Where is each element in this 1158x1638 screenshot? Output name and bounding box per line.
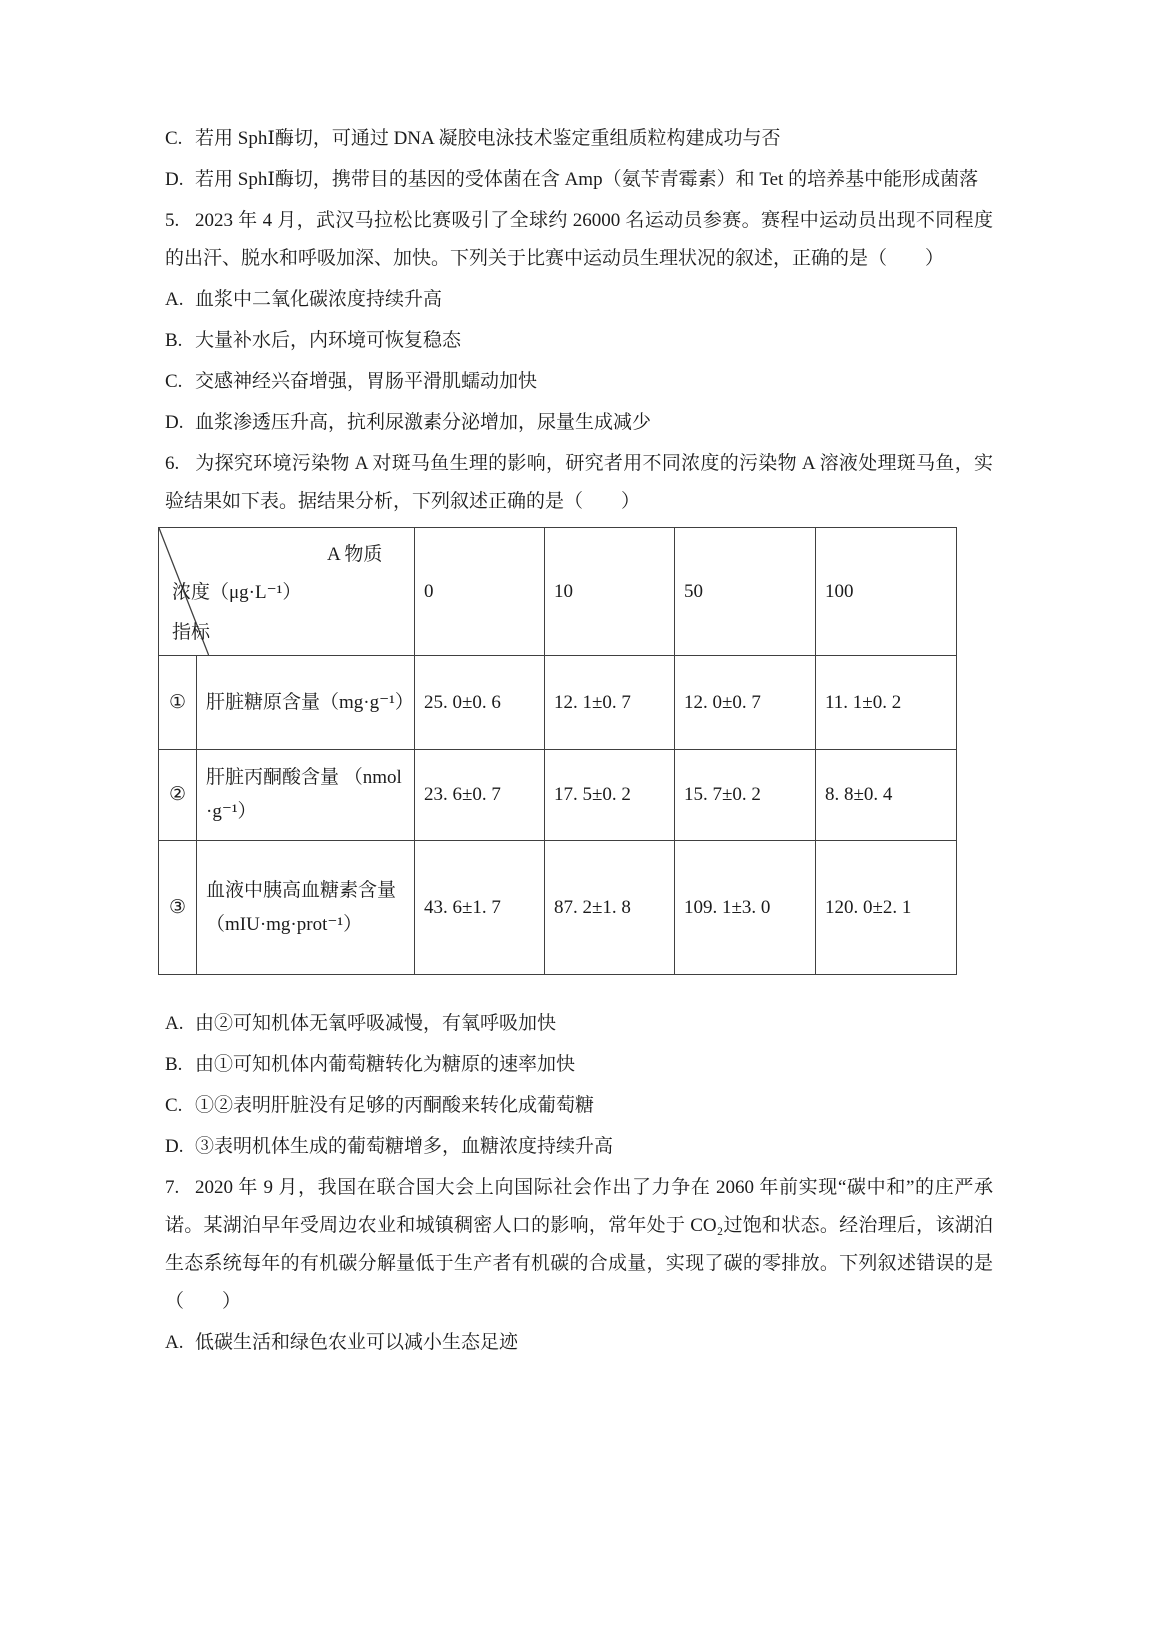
option-label: D. [165,412,184,433]
value-cell: 43. 6±1. 7 [415,841,545,975]
q4-option-c [165,120,993,158]
indicator-name: 肝脏丙酮酸含量 （nmol·g⁻¹） [197,750,415,841]
option-label: C. [165,128,183,149]
option-label: B. [165,1054,183,1075]
corner-concentration-label: 浓度（μg·L⁻¹） [172,582,302,603]
value-cell: 15. 7±0. 2 [675,750,816,841]
q6-option-c [165,1087,993,1125]
question-number: 6. [165,453,180,474]
option-text: 若用 SphⅠ酶切，可通过 DNA 凝胶电泳技术鉴定重组质粒构建成功与否 [195,128,781,149]
value-cell: 17. 5±0. 2 [545,750,675,841]
q6-option-b [165,1046,993,1084]
concentration-header-100: 100 [816,528,957,656]
concentration-header-0: 0 [415,528,545,656]
corner-indicator-label: 指标 [172,622,211,643]
value-cell: 87. 2±1. 8 [545,841,675,975]
question-text: 2023 年 4 月，武汉马拉松比赛吸引了全球约 26000 名运动员参赛。赛程中运动员出现不同程度的出汗、脱水和呼吸加深、加快。下列关于比赛中运动员生理状况的叙述，正确的是（ ） [165,210,993,269]
row-number: ② [159,750,197,841]
question-5-stem [165,202,993,278]
question-number: 5. [165,210,180,231]
row-number: ③ [159,841,197,975]
q5-option-c [165,363,993,401]
q4-option-d [165,161,993,199]
question-number: 7. [165,1177,180,1198]
option-label: B. [165,330,183,351]
q5-option-b [165,322,993,360]
value-cell: 25. 0±0. 6 [415,656,545,750]
option-text: 交感神经兴奋增强，胃肠平滑肌蠕动加快 [195,371,538,392]
pollution-experiment-table [158,527,957,975]
table-header-row [159,528,957,656]
page-content [165,120,993,1365]
concentration-header-50: 50 [675,528,816,656]
question-text: 为探究环境污染物 A 对斑马鱼生理的影响，研究者用不同浓度的污染物 A 溶液处理斑马鱼，实验结果如下表。据结果分析，下列叙述正确的是（ ） [165,453,993,512]
option-text: 若用 SphⅠ酶切，携带目的基因的受体菌在含 Amp（氨苄青霉素）和 Tet 的培养基中能形成菌落 [195,169,979,190]
option-label: D. [165,1136,184,1157]
value-cell: 11. 1±0. 2 [816,656,957,750]
option-label: C. [165,371,183,392]
table-corner-cell [159,528,415,656]
option-text: 由②可知机体无氧呼吸减慢，有氧呼吸加快 [195,1013,557,1034]
question-text: 2020 年 9 月，我国在联合国大会上向国际社会作出了力争在 2060 年前实现“碳中和”的庄严承诺。某湖泊早年受周边农业和城镇稠密人口的影响，常年处于 CO₂过饱和状态。经治理后，该湖泊生态系统每年的有机碳分解量低于生产者有机碳的合成量，实现了碳的零排放。下列叙述错误的是（ ） [165,1177,993,1312]
option-text: 大量补水后，内环境可恢复稳态 [195,330,462,351]
value-cell: 8. 8±0. 4 [816,750,957,841]
value-cell: 12. 1±0. 7 [545,656,675,750]
option-label: A. [165,1013,184,1034]
q7-option-a [165,1324,993,1362]
q6-option-d [165,1128,993,1166]
q5-option-d [165,404,993,442]
option-label: A. [165,1332,184,1353]
table-row-glycogen [159,656,957,750]
option-text: 由①可知机体内葡萄糖转化为糖原的速率加快 [195,1054,576,1075]
option-text: ①②表明肝脏没有足够的丙酮酸来转化成葡萄糖 [195,1095,595,1116]
option-text: 低碳生活和绿色农业可以减小生态足迹 [195,1332,519,1353]
concentration-header-10: 10 [545,528,675,656]
indicator-name: 肝脏糖原含量（mg·g⁻¹） [197,656,415,750]
option-label: C. [165,1095,183,1116]
table-row-glucagon [159,841,957,975]
row-number: ① [159,656,197,750]
q6-option-a [165,1005,993,1043]
value-cell: 109. 1±3. 0 [675,841,816,975]
option-label: A. [165,289,184,310]
value-cell: 23. 6±0. 7 [415,750,545,841]
question-7-stem [165,1169,993,1321]
question-6-stem [165,445,993,521]
option-label: D. [165,169,184,190]
option-text: 血浆中二氧化碳浓度持续升高 [195,289,443,310]
indicator-name: 血液中胰高血糖素含量（mIU·mg·prot⁻¹） [197,841,415,975]
corner-substance-label: A 物质 [327,544,383,565]
q5-option-a [165,281,993,319]
option-text: ③表明机体生成的葡萄糖增多，血糖浓度持续升高 [195,1136,614,1157]
value-cell: 120. 0±2. 1 [816,841,957,975]
value-cell: 12. 0±0. 7 [675,656,816,750]
option-text: 血浆渗透压升高，抗利尿激素分泌增加，尿量生成减少 [195,412,652,433]
table-row-pyruvate [159,750,957,841]
